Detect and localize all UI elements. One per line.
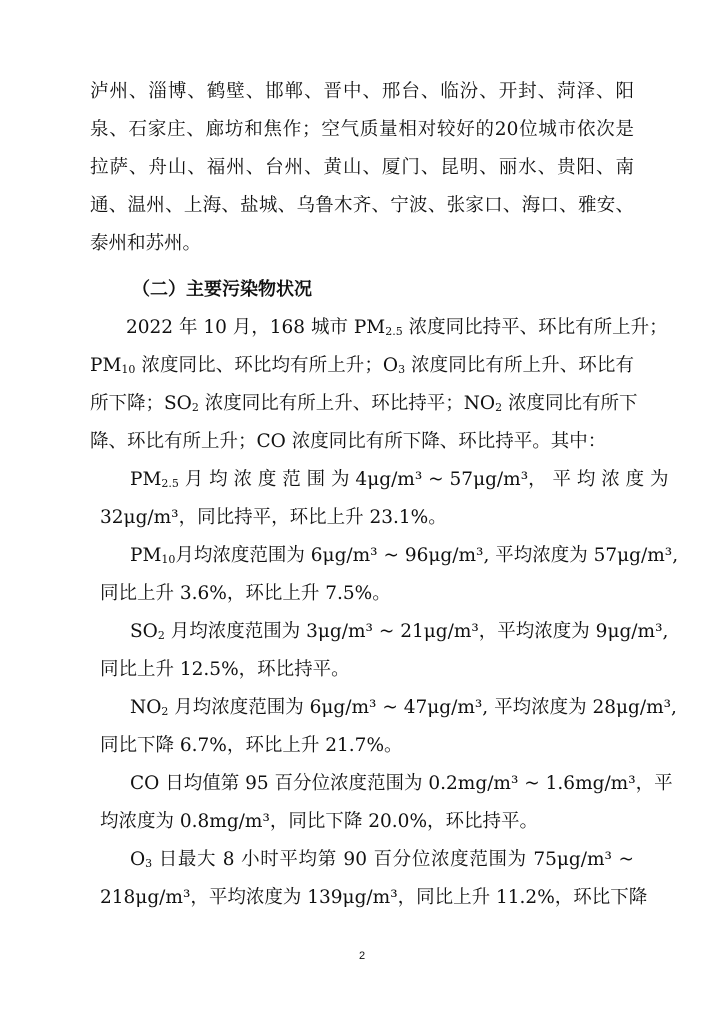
text-line: PM2.5 月 均 浓 度 范 围 为 4μg/m³ ~ 57μg/m³， 平 均 浓 度 为 <box>130 469 669 490</box>
text-line: 降、环比有所上升；CO 浓度同比有所下降、环比持平。其中： <box>90 431 607 452</box>
text-line: 泉、石家庄、廊坊和焦作；空气质量相对较好的20位城市依次是 <box>90 119 634 140</box>
text-line: 泰州和苏州。 <box>90 233 202 254</box>
text-line: CO 日均值第 95 百分位浓度范围为 0.2mg/m³ ~ 1.6mg/m³，平 <box>130 773 673 794</box>
text-line: PM10 浓度同比、环比均有所上升；O3 浓度同比有所上升、环比有 <box>90 355 634 376</box>
text-line: 同比下降 6.7%，环比上升 21.7%。 <box>100 735 403 756</box>
text-line: 所下降；SO2 浓度同比有所上升、环比持平；NO2 浓度同比有所下 <box>90 393 638 414</box>
text-line: 218μg/m³，平均浓度为 139μg/m³，同比上升 11.2%，环比下降 <box>100 887 648 908</box>
section-heading: （二）主要污染物状况 <box>132 279 312 300</box>
text-line: SO2 月均浓度范围为 3μg/m³ ~ 21μg/m³，平均浓度为 9μg/m³, <box>130 621 669 642</box>
text-line: 通、温州、上海、盐城、乌鲁木齐、宁波、张家口、海口、雅安、 <box>90 195 634 216</box>
text-line: 泸州、淄博、鹤壁、邯郸、晋中、邢台、临汾、开封、菏泽、阳 <box>90 81 634 102</box>
text-line: 同比上升 12.5%，环比持平。 <box>100 659 350 680</box>
page-number: 2 <box>358 950 366 962</box>
text-line: NO2 月均浓度范围为 6μg/m³ ~ 47μg/m³, 平均浓度为 28μg/m³, <box>130 697 677 718</box>
text-line: 32μg/m³，同比持平，环比上升 23.1%。 <box>100 507 447 528</box>
text-line: 同比上升 3.6%，环比上升 7.5%。 <box>100 583 391 604</box>
text-line: PM10月均浓度范围为 6μg/m³ ~ 96μg/m³, 平均浓度为 57μg/m³, <box>130 545 679 566</box>
text-line: 均浓度为 0.8mg/m³，同比下降 20.0%，环比持平。 <box>100 811 539 832</box>
text-line: O3 日最大 8 小时平均第 90 百分位浓度范围为 75μg/m³ ~ <box>130 849 634 870</box>
text-line: 拉萨、舟山、福州、台州、黄山、厦门、昆明、丽水、贵阳、南 <box>90 157 634 178</box>
text-line: 2022 年 10 月，168 城市 PM2.5 浓度同比持平、环比有所上升； <box>126 317 668 338</box>
